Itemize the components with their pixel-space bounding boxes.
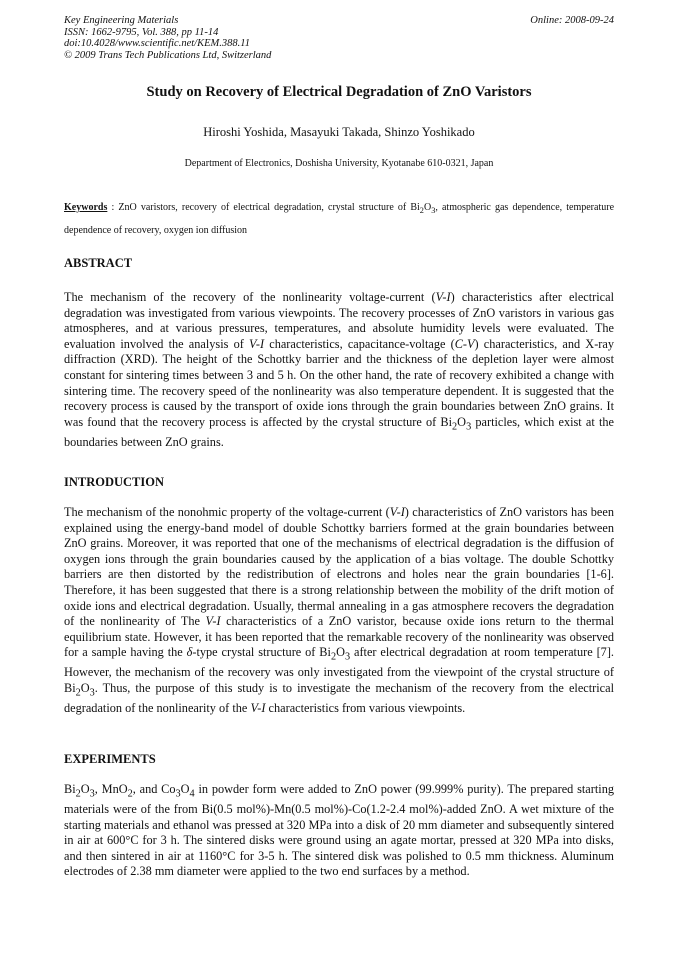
author-list: Hiroshi Yoshida, Masayuki Takada, Shinzo Yoshikado xyxy=(203,125,475,139)
copyright-line: © 2009 Trans Tech Publications Ltd, Switzerland xyxy=(64,49,272,61)
online-date: Online: 2008-09-24 xyxy=(530,15,614,26)
page-header xyxy=(64,15,614,61)
paper-title: Study on Recovery of Electrical Degradation of ZnO Varistors xyxy=(146,84,532,100)
abstract-heading: ABSTRACT xyxy=(64,256,133,270)
journal-name: Key Engineering Materials xyxy=(64,15,179,26)
issn-line: ISSN: 1662-9795, Vol. 388, pp 11-14 xyxy=(64,26,219,38)
abstract-text: The mechanism of the recovery of the nonlinearity voltage-current (V-I) characteristics after electrical degradation was investigated from various viewpoints. The recovery processes of ZnO varistors in various gas atmospheres, and at various pressures, temperatures, and absolute humidity levels were evaluated. The evaluation involved the analysis of V-I characteristics, capacitance-voltage (C-V) characteristics, and X-ray diffraction (XRD). The height of the Schottky barrier and the thickness of the depletion layer were almost constant for sintering times between 3 and 5 h. On the other hand, the rate of recovery exhibited a change with sintering time. The recovery speed of the nonlinearity was also temperature dependent. It is suggested that the recovery process is caused by the transport of oxide ions through the grain boundaries between ZnO grains. It was found that the recovery process is affected by the crystal structure of $Bi_2O_3$ particles, which exist at the boundaries between ZnO grains. xyxy=(64,290,615,449)
keywords-block: Keywords : ZnO varistors, recovery of electrical degradation, crystal structure of $Bi_2O_3$, atmospheric gas dependence, temperature dependence of recovery, oxygen ion diffusion xyxy=(64,202,615,236)
introduction-text: The mechanism of the nonohmic property of the voltage-current (V-I) characteristics of ZnO varistors has been explained using the energy-band model of double Schottky barriers formed at the grain boundaries between ZnO grains. Moreover, it was reported that one of the mechanisms of electrical degradation is the diffusion of oxygen ions through the grain boundaries caused by the application of a bias voltage. The double Schottky barriers are then distorted by the redistribution of electrons and holes near the grain boundaries [1-6]. Therefore, it has been suggested that there is a strong relationship between the mobility of the drift motion of oxide ions and electrical degradation. Usually, thermal annealing in a gas atmosphere recovers the degradation of the nonlinearity of The V-I characteristics of a ZnO varistor, because oxide ions return to the thermal equilibrium state. However, it has been reported that the remarkable recovery of the nonlinearity was observed for a sample having the δ-type crystal structure of $Bi_2O_3$ after electrical degradation at room temperature [7]. However, the mechanism of the recovery was only investigated from the viewpoint of the crystal structure of $Bi_2O_3$. Thus, the purpose of this study is to investigate the mechanism of the recovery from the electrical degradation of the nonlinearity of the V-I characteristics from various viewpoints. xyxy=(64,505,614,716)
doi-line: doi:10.4028/www.scientific.net/KEM.388.11 xyxy=(64,38,250,49)
experiments-text: $Bi_2O_3$, MnO$_2$, and $Co_3O_4$ in powder form were added to ZnO power (99.999% purity). The prepared starting materials were of the from Bi(0.5 mol%)-Mn(0.5 mol%)-Co(1.2-2.4 mol%)-added ZnO. A wet mixture of the starting materials and ethanol was pressed at 320 MPa into a disk of 20 mm diameter and subsequently sintered in air at 600°C for 3 h. The sintered disks were ground using an agate mortar, pressed at 320 MPa into disks, and then sintered in air at 1160°C for 3-5 h. The sintered disk was polished to 0.5 mm thickness. Aluminum electrodes of 2.38 mm diameter were applied to the two end surfaces by a method. xyxy=(64,782,614,879)
experiments-heading: EXPERIMENTS xyxy=(64,752,156,766)
introduction-heading: INTRODUCTION xyxy=(64,475,165,489)
keywords-label: Keywords xyxy=(64,202,108,213)
affiliation: Department of Electronics, Doshisha University, Kyotanabe 610-0321, Japan xyxy=(184,158,494,169)
